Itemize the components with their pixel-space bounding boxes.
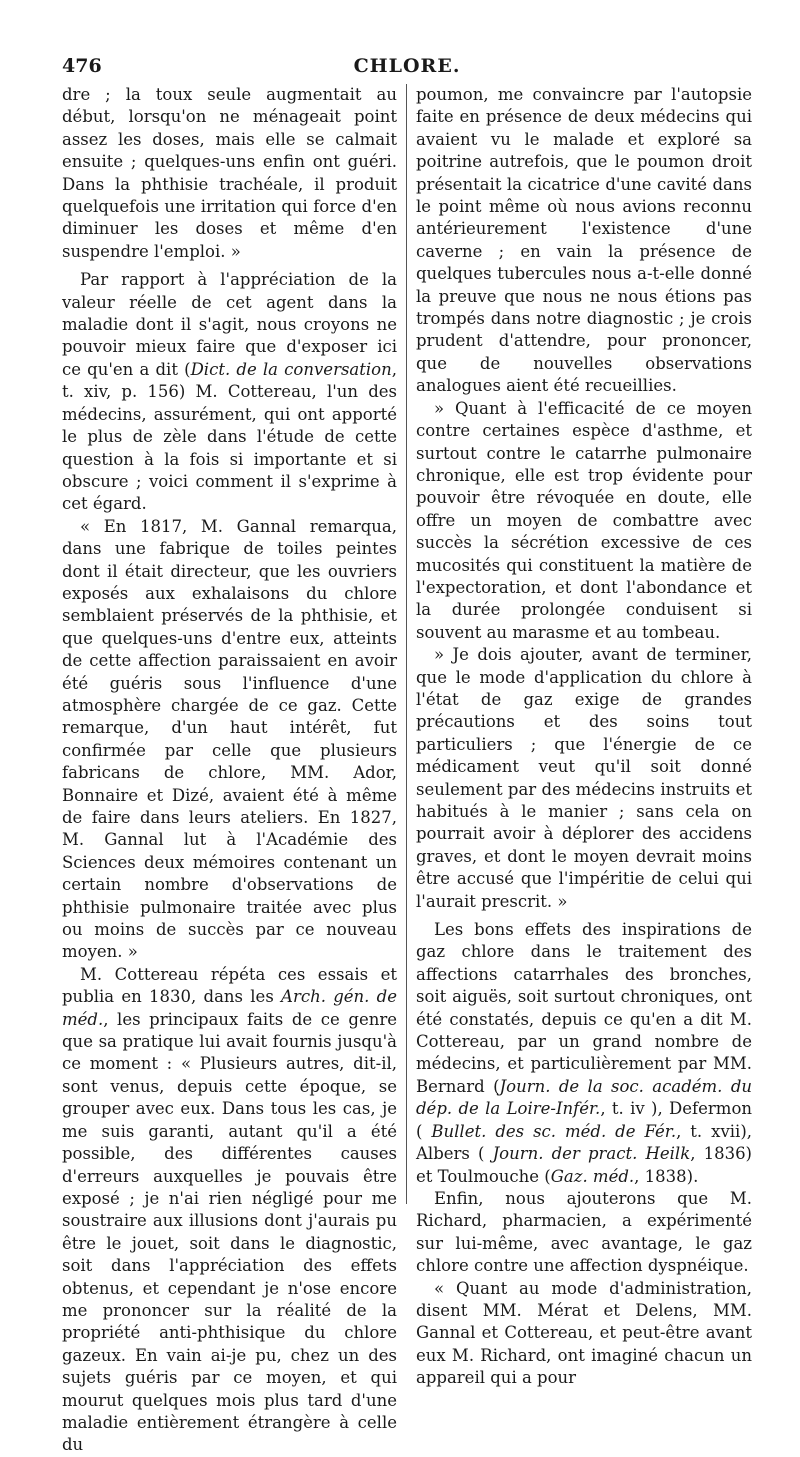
running-header xyxy=(62,55,752,85)
text-run: , t. iv ), Defermon ( xyxy=(416,1099,753,1141)
paragraph: Enfin, nous ajouterons que M. Richard, pharmacien, a expérimenté sur lui-même, avec avantage, le gaz chlore contre une affection dyspnéique. xyxy=(416,1188,752,1276)
paragraph xyxy=(416,919,752,1188)
paragraph: » Quant à l'efficacité de ce moyen contre certaines espèce d'asthme, et surtout contre le catarrhe pulmonaire chronique, elle est trop évidente pour pouvoir être révoquée en doute, elle offre un moyen de combattre avec succès la sécrétion excessive de ces mucosités qui constituent la matière de l'expectoration, et dont l'abondance et la durée prolongée conduisent si souvent au marasme et au tombeau. xyxy=(416,398,752,642)
citation: Gaz. méd. xyxy=(550,1166,635,1186)
page-number: 476 xyxy=(62,55,102,77)
text-run: , les principaux faits de ce genre que sa pratique lui avait fournis jusqu'à ce moment : « Plusieurs autres, dit-il, sont venus, depuis cette époque, se grouper avec eux. Dans tous les cas, je me suis garanti, autant qu'il a été possible, des différentes causes d'erreurs auxquelles je pouvais être exposé ; je n'ai rien négligé pour me soustraire aux illusions dont j'aurais pu être le jouet, soit dans le diagnostic, soit dans l'appréciation des effets obtenus, et cependant je n'ose encore me prononcer sur la réalité de la propriété anti-phthisique du chlore gazeux. En vain ai-je pu, chez un des sujets guéris par ce moyen, et qui mourut quelques mois plus tard d'une maladie entièrement étrangère à celle du xyxy=(62,1009,397,1455)
left-column xyxy=(62,84,397,1457)
text-run: , t. xiv, p. 156) M. Cottereau, l'un des médecins, assurément, qui ont apporté le plus de zèle dans l'étude de cette question à la fois si importante et si obscure ; voici comment il s'exprime à cet égard. xyxy=(62,359,397,514)
paragraph xyxy=(62,269,397,515)
text-run: Les bons effets des inspirations de gaz chlore dans le traitement des affections catarrhales des bronches, soit aiguës, soit surtout chroniques, ont été constatés, depuis ce qu'en a dit M. Cottereau, par un grand nombre de médecins, et particulièrement par MM. Bernard ( xyxy=(416,920,752,1096)
column-divider xyxy=(406,84,407,1204)
text-run: , t. xvii), Albers ( xyxy=(416,1121,753,1164)
page-title: CHLORE. xyxy=(353,55,461,77)
citation: Dict. de la conversation xyxy=(190,359,392,379)
paragraph xyxy=(62,964,397,1457)
citation: Arch. gén. de méd. xyxy=(62,987,397,1029)
paragraph: poumon, me convaincre par l'autopsie faite en présence de deux médecins qui avaient vu le malade et exploré sa poitrine autrefois, que le poumon droit présentait la cicatrice d'une cavité dans le point même où nous avions reconnu antérieurement l'existence d'une caverne ; en vain la présence de quelques tubercules nous a-t-elle donné la preuve que nous ne nous étions pas trompés dans notre diagnostic ; je crois prudent d'attendre, pour prononcer, que de nouvelles observations analogues aient été recueillies. xyxy=(416,85,752,396)
paragraph: « Quant au mode d'administration, disent MM. Mérat et Delens, MM. Gannal et Cottereau, et peut-être avant eux M. Richard, ont imaginé chacun un appareil qui a pour xyxy=(416,1278,752,1388)
citation: Journ. de la soc. académ. du dép. de la Loire-Infér. xyxy=(416,1076,753,1119)
citation: Journ. der pract. Heilk xyxy=(492,1144,691,1164)
paragraph: » Je dois ajouter, avant de terminer, que le mode d'application du chlore à l'état de gaz exige de grandes précautions et des soins tout particuliers ; que l'énergie de ce médicament veut qu'il soit donné seulement par des médecins instruits et habitués à le manier ; sans cela on pourrait avoir à déplorer des accidens graves, et dont le moyen devrait moins être accusé que l'impéritie de celui qui l'aurait prescrit. » xyxy=(416,645,752,911)
text-run: Par rapport à l'appréciation de la valeur réelle de cet agent dans la maladie dont il s'agit, nous croyons ne pouvoir mieux faire que d'exposer ici ce qu'en a dit ( xyxy=(62,270,397,379)
paragraph: dre ; la toux seule augmentait au début, lorsqu'on ne ménageait point assez les doses, mais elle se calmait ensuite ; quelques-uns enfin ont guéri. Dans la phthisie trachéale, il produit quelquefois une irritation qui force d'en diminuer les doses et même d'en suspendre l'emploi. » xyxy=(62,85,397,261)
text-run: M. Cottereau répéta ces essais et publia en 1830, dans les xyxy=(62,964,397,1007)
paragraph: « En 1817, M. Gannal remarqua, dans une fabrique de toiles peintes dont il était directeur, que les ouvriers exposés aux exhalaisons du chlore semblaient préservés de la phthisie, et que quelques-uns d'entre eux, atteints de cette affection paraissaient en avoir été guéris sous l'influence d'une atmosphère chargée de ce gaz. Cette remarque, d'un haut intérêt, fut confirmée par celle que plusieurs fabricans de chlore, MM. Ador, Bonnaire et Dizé, avaient été à même de faire dans leurs ateliers. En 1827, M. Gannal lut à l'Académie des Sciences deux mémoires contenant un certain nombre d'observations de phthisie pulmonaire traitée avec plus ou moins de succès par ce nouveau moyen. » xyxy=(62,516,397,962)
right-column xyxy=(416,84,752,1390)
citation: Bullet. des sc. méd. de Fér. xyxy=(431,1121,677,1141)
text-run: , 1838). xyxy=(634,1166,699,1186)
text-run: , 1836) et Toulmouche ( xyxy=(416,1144,752,1186)
